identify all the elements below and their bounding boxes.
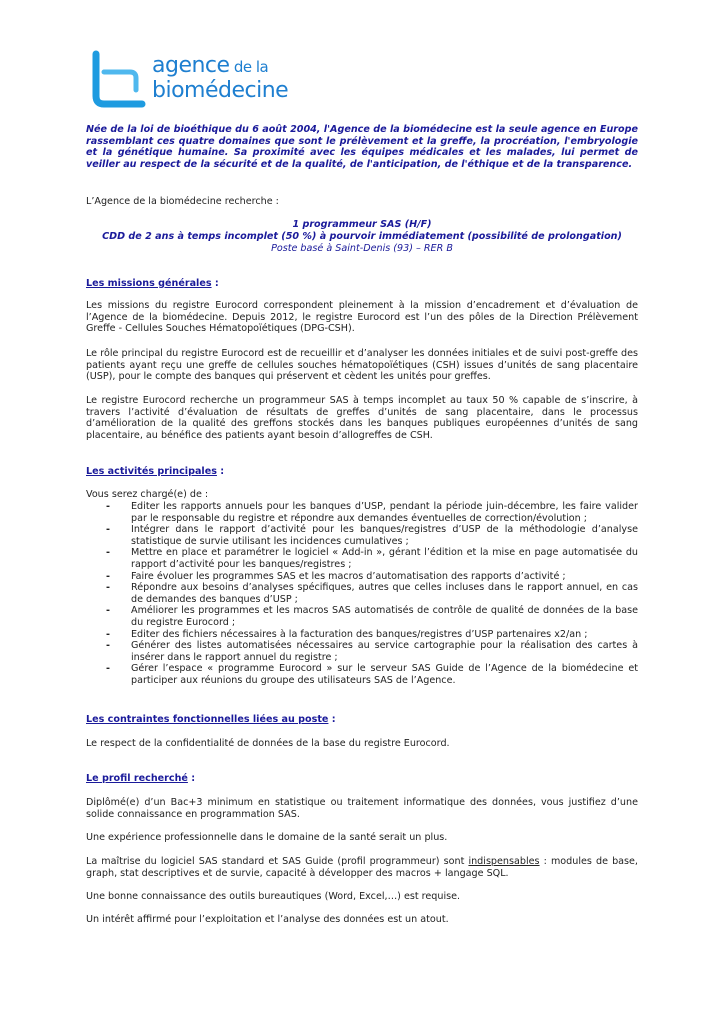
job-title: 1 programmeur SAS (H/F) <box>292 219 432 230</box>
missions-heading-text: Les missions générales <box>86 278 212 289</box>
bullet-dash: - <box>106 663 110 675</box>
activites-heading <box>86 466 638 478</box>
profil-p3-end: : modules de base, graph, stat descriptives et de survie, capacité à développer des macros + langage SQL. <box>86 856 638 879</box>
bullet-dash: - <box>106 501 110 512</box>
logo-mark-icon <box>90 50 148 114</box>
list-item <box>86 582 638 605</box>
profil-paragraph-5: Un intérêt affirmé pour l’exploitation et l’analyse des données est un atout. <box>86 914 449 925</box>
bullet-dash: - <box>106 524 110 536</box>
list-item <box>86 524 638 547</box>
missions-heading <box>86 278 638 290</box>
list-item <box>86 501 638 524</box>
bullet-dash: - <box>106 605 110 617</box>
list-item <box>86 605 638 628</box>
list-item-text: Répondre aux besoins d’analyses spécifiques, autres que celles incluses dans le rapport annuel, en cas de demandes des banques d’USP ; <box>131 582 638 605</box>
bullet-dash: - <box>106 547 110 559</box>
bullet-dash: - <box>106 582 110 594</box>
logo-line1-small: de la <box>229 58 269 76</box>
bullet-dash: - <box>106 570 110 582</box>
list-item-text: Gérer l’espace « programme Eurocord » sur le serveur SAS Guide de l’Agence de la biomédecine et participer aux réunions du groupe des utilisateurs SAS de l’Agence. <box>131 663 638 686</box>
logo-line2: biomédecine <box>152 78 289 103</box>
bullet-dash: - <box>106 628 110 640</box>
profil-heading-suffix: : <box>187 773 196 784</box>
activites-list <box>86 501 638 687</box>
profil-paragraph-1: Diplômé(e) d’un Bac+3 minimum en statistique ou traitement informatique des données, vous justifiez d’une solide connaissance en programmation SAS. <box>86 797 638 820</box>
list-item <box>86 640 638 663</box>
list-item <box>86 571 638 583</box>
contraintes-heading <box>86 714 638 726</box>
list-item <box>86 663 638 686</box>
list-item-text: Générer des listes automatisées nécessaires au service cartographie pour la réalisation des cartes à insérer dans le rapport annuel du registre ; <box>131 640 638 663</box>
list-item-text: Intégrer dans le rapport d’activité pour les banques/registres d’USP de la méthodologie d’analyse statistique de survie utilisant les incidences cumulatives ; <box>131 524 638 547</box>
list-item-text: Mettre en place et paramétrer le logiciel « Add-in », gérant l’édition et la mise en page automatisée du rapport d’activité pour les banques/registres ; <box>131 547 638 570</box>
activites-heading-text: Les activités principales <box>86 466 217 477</box>
missions-heading-suffix: : <box>211 278 219 289</box>
profil-paragraph-2: Une expérience professionnelle dans le domaine de la santé serait un plus. <box>86 832 448 843</box>
bullet-dash: - <box>106 640 110 652</box>
missions-paragraph-1: Les missions du registre Eurocord correspondent pleinement à la mission d’encadrement et d’évaluation de l’Agence de la biomédecine. Depuis 2012, le registre Eurocord est l’un des pôles de la Direction Prélèvement Greffe - Cellules Souches Hématopoïétiques (DPG-CSH). <box>86 300 638 335</box>
intro-paragraph: Née de la loi de bioéthique du 6 août 2004, l'Agence de la biomédecine est la seule agence en Europe rassemblant ces quatre domaines que sont le prélèvement et la greffe, la procréation, l'embryologie et la génétique humaine. Sa proximité avec les équipes médicales et les malades, lui permet de veiller au respect de la sécurité et de la qualité, de l'anticipation, de l'éthique et de la transparence. <box>86 124 638 170</box>
job-location: Poste basé à Saint-Denis (93) – RER B <box>271 243 453 254</box>
contraintes-text: Le respect de la confidentialité de données de la base du registre Eurocord. <box>86 738 450 749</box>
list-item-text: Faire évoluer les programmes SAS et les macros d’automatisation des rapports d’activité ; <box>131 570 566 582</box>
missions-paragraph-2: Le rôle principal du registre Eurocord est de recueillir et d’analyser les données initiales et de suivi post-greffe des patients ayant reçu une greffe de cellules souches hématopoïétiques (CSH) issues d’unités de sang placentaire (USP), pour le compte des banques qui préservent et cèdent les unités pour greffes. <box>86 348 638 383</box>
profil-p3-start: La maîtrise du logiciel SAS standard et SAS Guide (profil programmeur) sont <box>86 856 469 867</box>
list-item <box>86 629 638 641</box>
activites-lead: Vous serez chargé(e) de : <box>86 489 209 500</box>
activites-heading-suffix: : <box>216 466 225 477</box>
contraintes-heading-suffix: : <box>328 714 336 725</box>
profil-paragraph-4: Une bonne connaissance des outils bureautiques (Word, Excel,…) est requise. <box>86 891 461 902</box>
list-item-text: Editer les rapports annuels pour les banques d’USP, pendant la période juin-décembre, les faire valider par le responsable du registre et répondre aux demandes éventuelles de correction/évolution ; <box>131 501 638 524</box>
list-item <box>86 547 638 570</box>
agence-biomedecine-logo <box>90 50 300 114</box>
profil-heading-text: Le profil recherché <box>86 773 188 784</box>
contraintes-heading-text: Les contraintes fonctionnelles liées au poste <box>86 714 329 725</box>
job-contract: CDD de 2 ans à temps incomplet (50 %) à pourvoir immédiatement (possibilité de prolongation) <box>102 231 622 242</box>
profil-paragraph-3 <box>86 856 638 879</box>
missions-paragraph-3: Le registre Eurocord recherche un programmeur SAS à temps incomplet au taux 50 % capable de s’inscrire, à travers l’activité d’évaluation de résultats de greffes d’unités de sang placentaire, dans le processus d’amélioration de la qualité des greffons stockés dans les banques publiques européennes d’unités de sang placentaire, au bénéfice des patients ayant besoin d’allogreffes de CSH. <box>86 395 638 441</box>
logo-wordmark <box>152 54 288 103</box>
profil-heading <box>86 773 638 785</box>
recherche-line: L’Agence de la biomédecine recherche : <box>86 196 279 207</box>
logo-line1: agence <box>152 53 230 78</box>
profil-p3-underlined: indispensables <box>468 856 540 867</box>
list-item-text: Editer des fichiers nécessaires à la facturation des banques/registres d’USP partenaires x2/an ; <box>131 628 588 640</box>
list-item-text: Améliorer les programmes et les macros SAS automatisés de contrôle de qualité de données de la base du registre Eurocord ; <box>131 605 638 628</box>
